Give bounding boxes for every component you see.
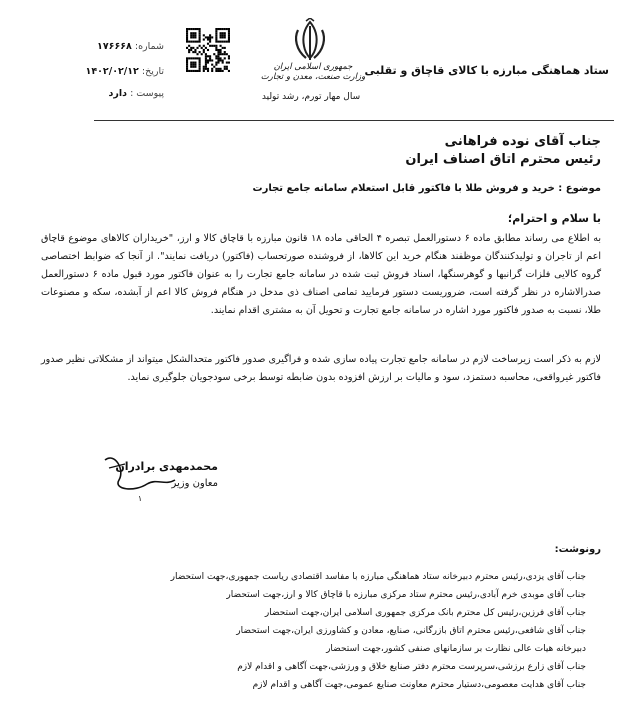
date-label: تاریخ: bbox=[141, 66, 164, 77]
cc-item: دبیرخانه هیات عالی نظارت بر سازمانهای صنفی کشور،جهت استحضار bbox=[326, 644, 586, 654]
letter-date bbox=[62, 66, 164, 77]
cc-title: رونوشت: bbox=[554, 544, 601, 555]
cc-item: جناب آقای فرزین،رئیس کل محترم بانک مرکزی جمهوری اسلامی ایران،جهت استحضار bbox=[264, 608, 586, 618]
signatory-title: معاون وزیر bbox=[171, 478, 218, 489]
body-paragraph-2: لازم به ذکر است زیرساخت لازم در سامانه جامع تجارت پیاده سازی شده و فراگیری صدور فاکتور متحدالشکل میتواند از مشکلاتی نظیر صدور فاکتور غیرواقعی، محاسبه دستمزد، سود و مالیات بر ارزش افزوده بدون ضابطه توسط برخی سودجویان جلوگیری نماید. bbox=[41, 354, 601, 383]
attachment-label: پیوست : bbox=[130, 88, 164, 99]
signatory-name: محمدمهدی برادران bbox=[115, 460, 218, 473]
recipient-name: جناب آقای نوده فراهانی bbox=[444, 134, 601, 149]
greeting: با سلام و احترام؛ bbox=[507, 212, 601, 225]
ministry-line-2: وزارت صنعت، معدن و تجارت bbox=[260, 72, 366, 82]
cc-item: جناب آقای هدایت معصومی،دستیار محترم معاونت صنایع عمومی،جهت آگاهی و اقدام لازم bbox=[252, 680, 586, 690]
qr-code-icon bbox=[186, 28, 230, 72]
header-divider bbox=[94, 120, 614, 121]
organization-name: ستاد هماهنگی مبارزه با کالای قاچاق و تقلبی bbox=[364, 64, 609, 77]
number-value: ۱۷۶۶۶۸ bbox=[97, 41, 132, 52]
letter-attachment bbox=[62, 88, 164, 99]
body-paragraph-1: به اطلاع می رساند مطابق ماده ۶ دستورالعمل تبصره ۴ الحاقی ماده ۱۸ قانون مبارزه با قاچاق کالا و ارز، "خریداران کالاهای موضوع قاچاق اعم از تاجران و تولیدکنندگان موظفند هنگام خرید این کالاها، از فروشنده صورتحساب (فاکتور) دریافت نمایند". از آنجا که ضوابط اختصاصی گروه کالایی فلزات گرانبها و گوهرسنگها، اسناد فروش ثبت شده در سامانه جامع تجارت را به عنوان فاکتور مورد قبول ماده ۶ دستورالعمل صدرالاشاره در نظر گرفته است، ضروریست دستور فرمایید تمامی اصناف ذی مدخل در هنگام فروش کالا اعم از آبشده، سکه و مصنوعات طلا، نسبت به صدور فاکتور مورد اشاره در سامانه جامع تجارت و تحویل آن به مشتری اقدام نمایند. bbox=[41, 233, 602, 316]
cc-item: جناب آقای شافعی،رئیس محترم اتاق بازرگانی، صنایع، معادن و کشاورزی ایران،جهت استحضار bbox=[236, 626, 586, 636]
signature-index: ۱ bbox=[137, 494, 143, 503]
recipient-title: رئیس محترم اتاق اصناف ایران bbox=[405, 152, 601, 167]
ministry-name bbox=[258, 62, 368, 82]
date-value: ۱۴۰۲/۰۲/۱۲ bbox=[85, 66, 139, 77]
number-label: شماره: bbox=[134, 41, 164, 52]
attachment-value: دارد bbox=[108, 88, 128, 99]
ministry-line-1: جمهوری اسلامی ایران bbox=[273, 62, 353, 72]
letter-subject: موضوع : خرید و فروش طلا با فاکتور قابل استعلام سامانه جامع تجارت bbox=[252, 183, 601, 194]
cc-item: جناب آقای یزدی،رئیس محترم دبیرخانه ستاد هماهنگی مبارزه با مفاسد اقتصادی ریاست جمهوری،جهت استحضار bbox=[170, 572, 586, 582]
cc-item: جناب آقای زارع برزشی،سرپرست محترم دفتر صنایع خلاق و ورزشی،جهت آگاهی و اقدام لازم bbox=[237, 662, 586, 672]
letter-number bbox=[62, 41, 164, 52]
iran-emblem-icon bbox=[290, 18, 330, 62]
year-slogan: سال مهار تورم، رشد تولید bbox=[261, 92, 361, 102]
cc-item: جناب آقای موبدی خرم آبادی،رئیس محترم ستاد مرکزی مبارزه با قاچاق کالا و ارز،جهت استحضار bbox=[226, 590, 586, 600]
